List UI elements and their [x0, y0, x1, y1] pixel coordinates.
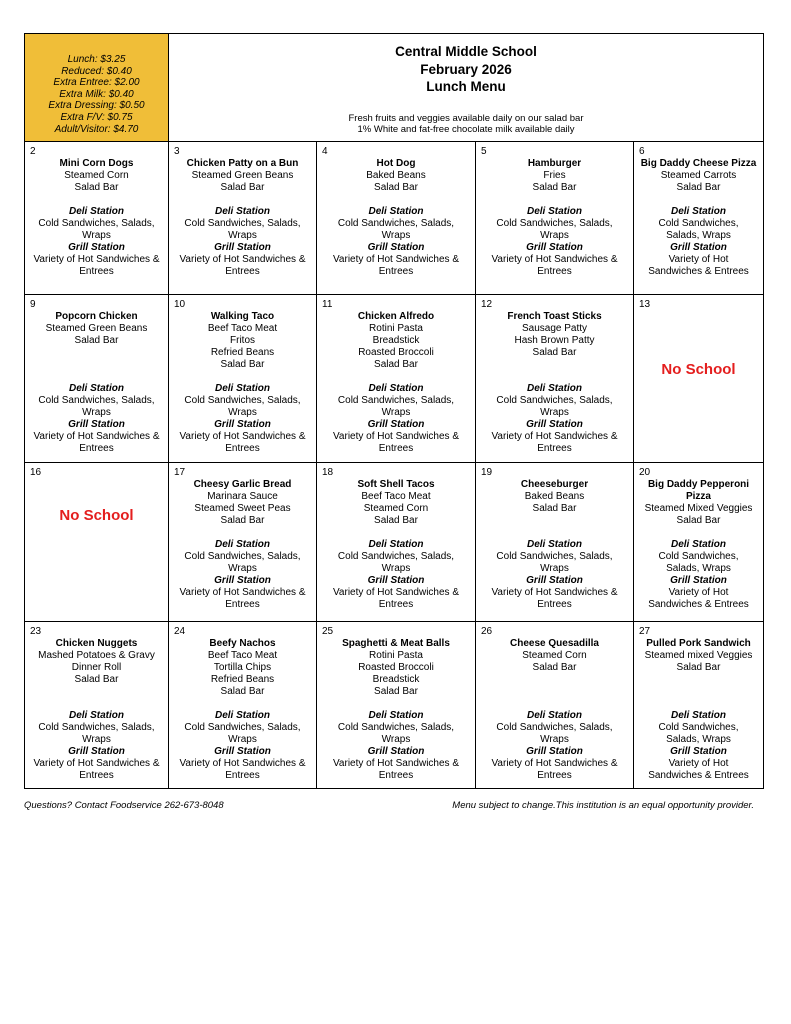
grill-item: Variety of Hot Sandwiches & — [33, 431, 160, 442]
day-menu — [476, 463, 633, 611]
spacer — [637, 194, 760, 206]
grill-item: Variety of Hot Sandwiches & — [333, 254, 459, 265]
spacer — [172, 527, 313, 539]
day-number: 3 — [174, 146, 180, 157]
side-item: Hash Brown Patty — [514, 335, 595, 346]
side-item: Salad Bar — [220, 515, 265, 526]
salad-bar-note: Fresh fruits and veggies available daily on our salad bar — [348, 112, 584, 124]
price-line — [25, 54, 168, 66]
day-menu — [317, 295, 475, 455]
side-item: Breadstick — [372, 674, 420, 685]
side-item: Salad Bar — [74, 674, 119, 685]
spacer — [479, 674, 630, 710]
grill-item: Entrees — [225, 599, 260, 610]
spacer — [479, 515, 630, 539]
spacer — [28, 686, 165, 710]
grill-item: Entrees — [79, 443, 114, 454]
day-cell — [317, 142, 476, 295]
side-item: Rotini Pasta — [369, 323, 423, 334]
price-label: Adult/Visitor: — [54, 123, 111, 135]
deli-item: Cold Sandwiches, Salads, — [337, 395, 455, 406]
side-item: Salad Bar — [676, 515, 721, 526]
spacer — [28, 194, 165, 206]
price-value: $0.50 — [119, 100, 145, 112]
deli-station-title: Deli Station — [526, 710, 582, 721]
main-entree: Popcorn Chicken — [55, 311, 138, 322]
week-row — [25, 622, 764, 789]
day-number: 18 — [322, 467, 334, 478]
deli-item: Cold Sandwiches, Salads, — [184, 218, 301, 229]
week-row — [25, 295, 764, 463]
day-number: 9 — [30, 299, 36, 310]
price-value: $2.00 — [114, 77, 140, 89]
contact-note: Questions? Contact Foodservice 262-673-8048 — [24, 800, 224, 811]
grill-item: Variety of Hot Sandwiches & — [491, 254, 618, 265]
price-label: Extra Entree: — [53, 77, 112, 89]
grill-station-title: Grill Station — [526, 242, 583, 253]
day-cell — [169, 622, 317, 789]
main-entree: Hamburger — [527, 158, 582, 169]
grill-station-title: Grill Station — [68, 419, 125, 430]
day-cell — [317, 622, 476, 789]
spacer — [172, 698, 313, 710]
price-line — [25, 112, 168, 124]
deli-item: Wraps — [228, 230, 257, 241]
day-menu — [25, 142, 168, 278]
deli-item: Wraps — [82, 407, 111, 418]
price-line — [25, 66, 168, 78]
price-line — [25, 124, 168, 136]
grill-item: Entrees — [537, 266, 572, 277]
side-item: Salad Bar — [374, 686, 418, 697]
main-entree: French Toast Sticks — [507, 311, 602, 322]
deli-item: Wraps — [540, 734, 569, 745]
grill-station-title: Grill Station — [367, 575, 425, 586]
week-row — [25, 463, 764, 622]
day-number: 17 — [174, 467, 186, 478]
day-menu — [25, 622, 168, 782]
day-number: 13 — [639, 299, 651, 310]
deli-station-title: Deli Station — [368, 206, 424, 217]
day-number: 26 — [481, 626, 493, 637]
side-item: Salad Bar — [220, 182, 265, 193]
main-entree: Hot Dog — [376, 158, 416, 169]
deli-item: Cold Sandwiches, Salads, — [496, 551, 613, 562]
day-cell — [476, 622, 634, 789]
deli-station-title: Deli Station — [214, 539, 270, 550]
side-item: Salad Bar — [676, 182, 721, 193]
grill-item: Entrees — [378, 443, 414, 454]
day-cell — [169, 142, 317, 295]
day-cell — [634, 463, 764, 622]
grill-item: Sandwiches & Entrees — [648, 266, 749, 277]
deli-item: Wraps — [540, 563, 569, 574]
grill-item: Entrees — [537, 443, 572, 454]
spacer — [172, 371, 313, 383]
day-menu — [169, 295, 316, 455]
side-item: Roasted Broccoli — [358, 347, 434, 358]
deli-item: Wraps — [540, 407, 569, 418]
side-item: Fritos — [230, 335, 255, 346]
price-value: $0.75 — [107, 111, 133, 123]
deli-station-title: Deli Station — [526, 539, 582, 550]
side-item: Sausage Patty — [521, 323, 588, 334]
day-menu — [169, 622, 316, 782]
day-cell — [317, 463, 476, 622]
day-cell — [634, 295, 764, 463]
spacer — [320, 194, 472, 206]
disclaimer: Menu subject to change.This institution is an equal opportunity provider. — [452, 800, 754, 811]
no-school-label: No School — [661, 361, 736, 378]
side-item: Baked Beans — [366, 170, 426, 181]
day-number: 24 — [174, 626, 186, 637]
price-label: Extra Milk: — [59, 88, 106, 100]
side-item: Beef Taco Meat — [207, 650, 278, 661]
day-number: 4 — [322, 146, 328, 157]
deli-item: Wraps — [82, 230, 111, 241]
grill-station-title: Grill Station — [68, 746, 125, 757]
deli-item: Cold Sandwiches, Salads, — [496, 722, 613, 733]
deli-item: Salads, Wraps — [666, 563, 731, 574]
deli-station-title: Deli Station — [68, 206, 124, 217]
grill-item: Entrees — [537, 599, 572, 610]
spacer — [320, 698, 472, 710]
grill-station-title: Grill Station — [526, 746, 583, 757]
spacer — [320, 371, 472, 383]
deli-station-title: Deli Station — [214, 710, 270, 721]
day-number: 16 — [30, 467, 42, 478]
grill-station-title: Grill Station — [214, 575, 271, 586]
no-school-label: No School — [59, 507, 134, 524]
deli-item: Cold Sandwiches, Salads, — [184, 395, 301, 406]
side-item: Beef Taco Meat — [207, 323, 278, 334]
main-entree: Cheesy Garlic Bread — [193, 479, 292, 490]
grill-item: Entrees — [225, 770, 260, 781]
price-label: Lunch: — [67, 54, 98, 65]
day-menu — [169, 463, 316, 611]
main-entree: Cheeseburger — [520, 479, 589, 490]
main-entree: Mini Corn Dogs — [59, 158, 134, 169]
price-value: $4.70 — [113, 123, 139, 135]
side-item: Mashed Potatoes & Gravy — [38, 650, 155, 661]
side-item: Rotini Pasta — [369, 650, 423, 661]
side-item: Steamed mixed Veggies — [644, 650, 753, 661]
spacer — [637, 527, 760, 539]
grill-station-title: Grill Station — [670, 242, 727, 253]
grill-item: Variety of Hot — [668, 254, 729, 265]
side-item: Salad Bar — [532, 182, 577, 193]
price-value: $0.40 — [106, 65, 132, 77]
grill-item: Entrees — [378, 770, 414, 781]
day-number: 25 — [322, 626, 334, 637]
side-item: Salad Bar — [374, 359, 418, 370]
side-item: Beef Taco Meat — [361, 491, 431, 502]
grill-item: Entrees — [79, 770, 114, 781]
grill-item: Entrees — [378, 266, 414, 277]
side-item: Salad Bar — [374, 515, 418, 526]
main-entree: Soft Shell Tacos — [357, 479, 435, 490]
grill-item: Variety of Hot Sandwiches & — [491, 758, 618, 769]
side-item: Steamed Green Beans — [45, 323, 148, 334]
week-row — [25, 142, 764, 295]
main-entree: Big Daddy Cheese Pizza — [640, 158, 757, 169]
grill-station-title: Grill Station — [367, 746, 425, 757]
day-cell — [476, 142, 634, 295]
deli-station-title: Deli Station — [214, 383, 270, 394]
deli-item: Cold Sandwiches, Salads, — [496, 395, 613, 406]
main-entree: Big Daddy Pepperoni Pizza — [647, 479, 750, 502]
day-number: 11 — [322, 299, 333, 310]
grill-station-title: Grill Station — [214, 746, 271, 757]
grill-station-title: Grill Station — [214, 242, 271, 253]
day-number: 2 — [30, 146, 36, 157]
grill-item: Variety of Hot — [668, 587, 729, 598]
day-menu — [476, 295, 633, 455]
grill-item: Entrees — [79, 266, 114, 277]
main-entree: Cheese Quesadilla — [510, 638, 599, 649]
side-item: Salad Bar — [74, 182, 119, 193]
price-value: $0.40 — [108, 88, 134, 100]
side-item: Refried Beans — [210, 347, 275, 358]
main-entree: Spaghetti & Meat Balls — [342, 638, 450, 649]
deli-station-title: Deli Station — [68, 710, 124, 721]
deli-station-title: Deli Station — [68, 383, 124, 394]
day-cell — [25, 463, 169, 622]
day-cell — [25, 142, 169, 295]
deli-item: Wraps — [82, 734, 111, 745]
day-cell — [634, 142, 764, 295]
grill-station-title: Grill Station — [670, 746, 727, 757]
grill-item: Variety of Hot Sandwiches & — [179, 431, 306, 442]
day-menu — [634, 142, 763, 278]
menu-header — [169, 34, 764, 142]
deli-item: Wraps — [381, 734, 411, 745]
grill-station-title: Grill Station — [367, 419, 425, 430]
day-menu — [476, 142, 633, 278]
grill-item: Variety of Hot Sandwiches & — [33, 254, 160, 265]
grill-item: Entrees — [225, 443, 260, 454]
day-cell — [169, 463, 317, 622]
day-menu — [634, 463, 763, 611]
side-item: Salad Bar — [532, 347, 577, 358]
deli-item: Salads, Wraps — [666, 734, 731, 745]
deli-station-title: Deli Station — [670, 206, 726, 217]
deli-item: Wraps — [540, 230, 569, 241]
day-menu — [317, 463, 475, 611]
side-item: Salad Bar — [532, 662, 577, 673]
grill-station-title: Grill Station — [526, 419, 583, 430]
main-entree: Walking Taco — [210, 311, 275, 322]
deli-item: Wraps — [228, 734, 257, 745]
price-line — [25, 89, 168, 101]
side-item: Breadstick — [372, 335, 420, 346]
deli-item: Wraps — [228, 563, 257, 574]
grill-station-title: Grill Station — [526, 575, 583, 586]
side-item: Salad Bar — [374, 182, 418, 193]
deli-station-title: Deli Station — [214, 206, 270, 217]
grill-station-title: Grill Station — [68, 242, 125, 253]
side-item: Steamed Green Beans — [191, 170, 294, 181]
grill-item: Variety of Hot Sandwiches & — [491, 431, 618, 442]
side-item: Baked Beans — [524, 491, 585, 502]
grill-item: Entrees — [537, 770, 572, 781]
deli-item: Wraps — [381, 407, 411, 418]
deli-item: Cold Sandwiches, Salads, — [337, 218, 455, 229]
side-item: Refried Beans — [210, 674, 275, 685]
side-item: Steamed Corn — [64, 170, 129, 181]
main-entree: Beefy Nachos — [209, 638, 276, 649]
main-entree: Chicken Alfredo — [357, 311, 435, 322]
deli-station-title: Deli Station — [526, 383, 582, 394]
deli-station-title: Deli Station — [368, 710, 424, 721]
deli-item: Cold Sandwiches, Salads, — [496, 218, 613, 229]
side-item: Roasted Broccoli — [358, 662, 434, 673]
grill-item: Sandwiches & Entrees — [648, 599, 749, 610]
deli-station-title: Deli Station — [670, 710, 726, 721]
day-cell — [634, 622, 764, 789]
deli-item: Salads, Wraps — [666, 230, 731, 241]
day-menu — [476, 622, 633, 782]
day-cell — [317, 295, 476, 463]
menu-calendar — [24, 33, 764, 789]
side-item: Tortilla Chips — [213, 662, 272, 673]
grill-item: Variety of Hot Sandwiches & — [333, 758, 459, 769]
side-item: Salad Bar — [74, 335, 119, 346]
deli-item: Cold Sandwiches, Salads, — [38, 218, 155, 229]
deli-station-title: Deli Station — [526, 206, 582, 217]
price-list — [25, 34, 168, 135]
side-item: Steamed Mixed Veggies — [644, 503, 753, 514]
grill-item: Variety of Hot Sandwiches & — [179, 587, 306, 598]
spacer — [479, 359, 630, 383]
grill-item: Variety of Hot Sandwiches & — [333, 587, 459, 598]
grill-station-title: Grill Station — [214, 419, 271, 430]
menu-month: February 2026 — [420, 61, 512, 77]
day-number: 6 — [639, 146, 645, 157]
deli-item: Cold Sandwiches, — [658, 722, 739, 733]
day-menu — [25, 295, 168, 455]
side-item: Salad Bar — [220, 359, 265, 370]
side-item: Steamed Corn — [522, 650, 587, 661]
side-item: Salad Bar — [676, 662, 721, 673]
milk-note: 1% White and fat-free chocolate milk available daily — [357, 124, 575, 135]
side-item: Dinner Roll — [71, 662, 122, 673]
side-item: Fries — [543, 170, 566, 181]
deli-item: Cold Sandwiches, Salads, — [184, 551, 301, 562]
deli-item: Wraps — [381, 563, 411, 574]
grill-item: Variety of Hot Sandwiches & — [333, 431, 459, 442]
day-cell — [476, 463, 634, 622]
deli-item: Cold Sandwiches, — [658, 551, 739, 562]
price-label: Reduced: — [61, 65, 104, 77]
price-label: Extra Dressing: — [48, 100, 117, 112]
grill-item: Variety of Hot Sandwiches & — [179, 758, 306, 769]
price-value: $3.25 — [100, 54, 126, 65]
side-item: Salad Bar — [220, 686, 265, 697]
day-number: 12 — [481, 299, 493, 310]
day-number: 20 — [639, 467, 651, 478]
grill-item: Entrees — [378, 599, 414, 610]
deli-item: Cold Sandwiches, Salads, — [38, 395, 155, 406]
deli-station-title: Deli Station — [368, 539, 424, 550]
day-cell — [25, 622, 169, 789]
deli-station-title: Deli Station — [368, 383, 424, 394]
deli-station-title: Deli Station — [670, 539, 726, 550]
main-entree: Chicken Nuggets — [55, 638, 138, 649]
deli-item: Cold Sandwiches, Salads, — [38, 722, 155, 733]
grill-item: Variety of Hot — [668, 758, 729, 769]
day-number: 27 — [639, 626, 651, 637]
deli-item: Wraps — [381, 230, 411, 241]
price-line — [25, 77, 168, 89]
school-name: Central Middle School — [395, 44, 537, 59]
price-box — [25, 34, 169, 142]
menu-sheet — [24, 33, 763, 811]
grill-item: Variety of Hot Sandwiches & — [179, 254, 306, 265]
grill-item: Variety of Hot Sandwiches & — [491, 587, 618, 598]
side-item: Salad Bar — [532, 503, 577, 514]
day-menu — [317, 622, 475, 782]
day-number: 5 — [481, 146, 487, 157]
spacer — [28, 347, 165, 383]
side-item: Steamed Sweet Peas — [194, 503, 291, 514]
grill-item: Sandwiches & Entrees — [648, 770, 749, 781]
grill-station-title: Grill Station — [367, 242, 425, 253]
day-number: 10 — [174, 299, 186, 310]
spacer — [320, 527, 472, 539]
side-item: Steamed Carrots — [660, 170, 737, 181]
grill-station-title: Grill Station — [670, 575, 727, 586]
day-menu — [634, 622, 763, 782]
deli-item: Cold Sandwiches, Salads, — [337, 722, 455, 733]
spacer — [479, 194, 630, 206]
menu-type: Lunch Menu — [426, 79, 506, 94]
day-cell — [169, 295, 317, 463]
main-entree: Chicken Patty on a Bun — [186, 158, 299, 169]
deli-item: Cold Sandwiches, — [658, 218, 739, 229]
deli-item: Cold Sandwiches, Salads, — [337, 551, 455, 562]
day-cell — [25, 295, 169, 463]
day-menu — [317, 142, 475, 278]
main-entree: Pulled Pork Sandwich — [646, 638, 751, 649]
day-cell — [476, 295, 634, 463]
spacer — [637, 674, 760, 710]
side-item: Steamed Corn — [363, 503, 429, 514]
day-menu — [169, 142, 316, 278]
grill-item: Entrees — [225, 266, 260, 277]
deli-item: Wraps — [228, 407, 257, 418]
spacer — [172, 194, 313, 206]
grill-item: Variety of Hot Sandwiches & — [33, 758, 160, 769]
deli-item: Cold Sandwiches, Salads, — [184, 722, 301, 733]
day-number: 23 — [30, 626, 42, 637]
day-number: 19 — [481, 467, 493, 478]
price-label: Extra F/V: — [60, 111, 105, 123]
price-line — [25, 100, 168, 112]
side-item: Marinara Sauce — [207, 491, 278, 502]
